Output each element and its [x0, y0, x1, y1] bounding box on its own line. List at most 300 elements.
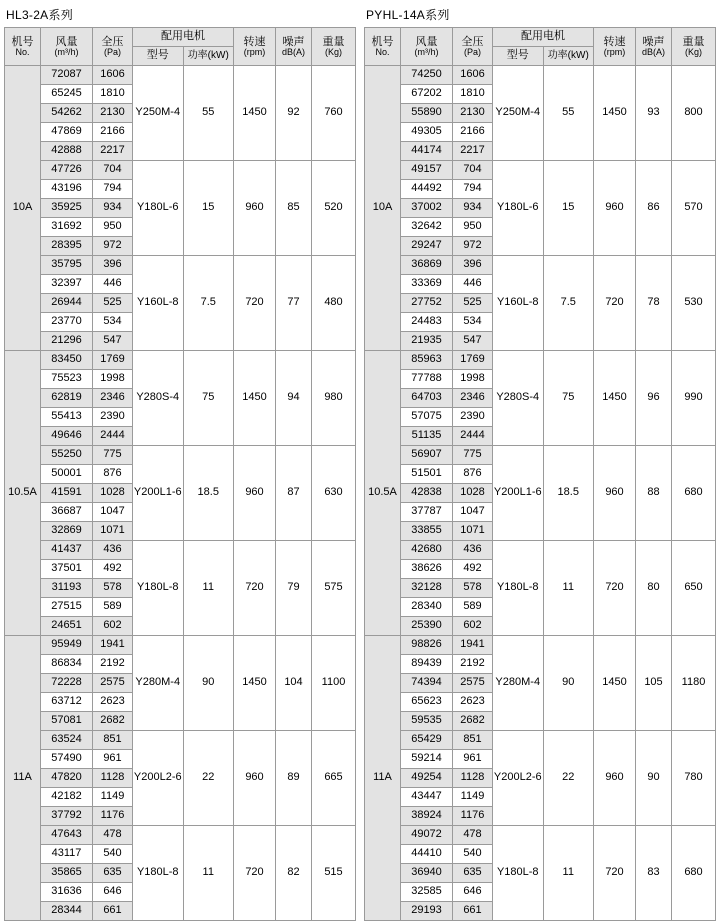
cell-flow: 63524	[41, 731, 93, 750]
table-row	[365, 351, 716, 370]
spec-table	[364, 27, 716, 921]
cell-noise: 92	[276, 66, 312, 161]
cell-flow: 49646	[41, 427, 93, 446]
cell-flow: 37787	[401, 503, 453, 522]
cell-machine-no: 10.5A	[365, 351, 401, 636]
cell-flow: 43447	[401, 788, 453, 807]
cell-rpm: 720	[594, 826, 636, 921]
cell-flow: 89439	[401, 655, 453, 674]
cell-flow: 33369	[401, 275, 453, 294]
cell-pressure: 396	[93, 256, 133, 275]
cell-pressure: 525	[93, 294, 133, 313]
cell-flow: 29247	[401, 237, 453, 256]
cell-motor-model: Y200L2-6	[493, 731, 544, 826]
cell-flow: 37002	[401, 199, 453, 218]
cell-pressure: 2346	[93, 389, 133, 408]
cell-weight: 780	[672, 731, 716, 826]
cell-pressure: 578	[453, 579, 493, 598]
cell-pressure: 1149	[453, 788, 493, 807]
cell-pressure: 547	[93, 332, 133, 351]
cell-noise: 83	[636, 826, 672, 921]
cell-motor-power: 55	[543, 66, 594, 161]
cell-weight: 570	[672, 161, 716, 256]
table-row	[5, 256, 356, 275]
header-rpm-unit: (rpm)	[603, 46, 626, 57]
cell-flow: 72228	[41, 674, 93, 693]
cell-motor-power: 22	[183, 731, 234, 826]
cell-weight: 680	[672, 446, 716, 541]
cell-pressure: 934	[93, 199, 133, 218]
header-weight-cn: 重量	[682, 35, 705, 48]
header-weight-unit: (Kg)	[684, 46, 702, 57]
cell-pressure: 704	[93, 161, 133, 180]
cell-flow: 72087	[41, 66, 93, 85]
cell-pressure: 646	[93, 883, 133, 902]
cell-pressure: 1769	[453, 351, 493, 370]
cell-flow: 65245	[41, 85, 93, 104]
cell-pressure: 876	[453, 465, 493, 484]
cell-noise: 94	[276, 351, 312, 446]
cell-weight: 480	[312, 256, 356, 351]
cell-flow: 49072	[401, 826, 453, 845]
cell-motor-power: 11	[543, 541, 594, 636]
cell-flow: 83450	[41, 351, 93, 370]
header-no-en: No.	[375, 46, 390, 57]
cell-pressure: 396	[453, 256, 493, 275]
table-title: PYHL-14A系列	[366, 8, 450, 22]
cell-pressure: 851	[93, 731, 133, 750]
cell-flow: 32397	[41, 275, 93, 294]
cell-flow: 35865	[41, 864, 93, 883]
cell-pressure: 1149	[93, 788, 133, 807]
header-no-en: No.	[15, 46, 30, 57]
cell-flow: 41591	[41, 484, 93, 503]
header-rpm-cn: 转速	[243, 35, 266, 48]
cell-flow: 85963	[401, 351, 453, 370]
cell-pressure: 446	[453, 275, 493, 294]
header-flow-unit: (m³/h)	[414, 46, 439, 57]
cell-flow: 55890	[401, 104, 453, 123]
cell-pressure: 1028	[453, 484, 493, 503]
cell-pressure: 492	[453, 560, 493, 579]
cell-motor-model: Y200L2-6	[133, 731, 184, 826]
cell-pressure: 950	[453, 218, 493, 237]
cell-weight: 515	[312, 826, 356, 921]
cell-flow: 25390	[401, 617, 453, 636]
table-body	[365, 66, 716, 921]
cell-pressure: 1128	[453, 769, 493, 788]
cell-flow: 36940	[401, 864, 453, 883]
header-flow	[41, 28, 93, 66]
cell-pressure: 961	[453, 750, 493, 769]
cell-pressure: 794	[453, 180, 493, 199]
cell-flow: 50001	[41, 465, 93, 484]
cell-flow: 95949	[41, 636, 93, 655]
cell-pressure: 1047	[93, 503, 133, 522]
cell-flow: 54262	[41, 104, 93, 123]
cell-noise: 80	[636, 541, 672, 636]
cell-flow: 59214	[401, 750, 453, 769]
cell-flow: 49305	[401, 123, 453, 142]
cell-motor-model: Y180L-6	[493, 161, 544, 256]
cell-pressure: 934	[453, 199, 493, 218]
table-block	[4, 4, 356, 921]
cell-pressure: 534	[93, 313, 133, 332]
cell-flow: 77788	[401, 370, 453, 389]
table-row	[5, 161, 356, 180]
cell-pressure: 547	[453, 332, 493, 351]
cell-flow: 38626	[401, 560, 453, 579]
cell-flow: 51501	[401, 465, 453, 484]
cell-weight: 1100	[312, 636, 356, 731]
cell-motor-model: Y280S-4	[493, 351, 544, 446]
table-row	[365, 256, 716, 275]
cell-motor-power: 18.5	[183, 446, 234, 541]
cell-motor-power: 11	[543, 826, 594, 921]
cell-motor-model: Y160L-8	[133, 256, 184, 351]
header-model: 型号	[493, 47, 544, 66]
cell-motor-power: 7.5	[543, 256, 594, 351]
cell-noise: 77	[276, 256, 312, 351]
cell-flow: 32869	[41, 522, 93, 541]
cell-pressure: 2444	[453, 427, 493, 446]
cell-pressure: 2623	[453, 693, 493, 712]
cell-pressure: 1028	[93, 484, 133, 503]
cell-flow: 37792	[41, 807, 93, 826]
header-model: 型号	[133, 47, 184, 66]
table-title: HL3-2A系列	[6, 8, 74, 22]
table-body	[5, 66, 356, 921]
cell-weight: 665	[312, 731, 356, 826]
cell-flow: 47726	[41, 161, 93, 180]
table-row	[365, 636, 716, 655]
cell-rpm: 1450	[234, 66, 276, 161]
table-row	[365, 446, 716, 465]
cell-rpm: 960	[594, 731, 636, 826]
cell-rpm: 720	[594, 256, 636, 351]
header-pressure-unit: (Pa)	[103, 46, 121, 57]
cell-flow: 27752	[401, 294, 453, 313]
cell-pressure: 1128	[93, 769, 133, 788]
cell-flow: 65623	[401, 693, 453, 712]
header-flow	[401, 28, 453, 66]
header-noise	[636, 28, 672, 66]
cell-flow: 98826	[401, 636, 453, 655]
cell-flow: 74250	[401, 66, 453, 85]
header-pressure	[453, 28, 493, 66]
cell-weight: 800	[672, 66, 716, 161]
cell-pressure: 646	[453, 883, 493, 902]
header-no	[365, 28, 401, 66]
cell-noise: 88	[636, 446, 672, 541]
cell-flow: 28395	[41, 237, 93, 256]
cell-flow: 65429	[401, 731, 453, 750]
cell-pressure: 534	[453, 313, 493, 332]
cell-pressure: 661	[453, 902, 493, 921]
cell-pressure: 2390	[93, 408, 133, 427]
header-no-cn: 机号	[371, 35, 394, 48]
cell-pressure: 589	[453, 598, 493, 617]
cell-rpm: 1450	[234, 351, 276, 446]
cell-rpm: 1450	[594, 66, 636, 161]
table-row	[5, 636, 356, 655]
header-power: 功率(kW)	[183, 47, 234, 66]
header-row-1	[5, 28, 356, 47]
header-noise	[276, 28, 312, 66]
cell-flow: 86834	[41, 655, 93, 674]
cell-rpm: 960	[594, 446, 636, 541]
cell-motor-power: 90	[183, 636, 234, 731]
cell-pressure: 635	[453, 864, 493, 883]
cell-flow: 55250	[41, 446, 93, 465]
table-row	[5, 731, 356, 750]
cell-flow: 31692	[41, 218, 93, 237]
cell-flow: 32585	[401, 883, 453, 902]
cell-flow: 28344	[41, 902, 93, 921]
cell-flow: 42838	[401, 484, 453, 503]
cell-pressure: 775	[93, 446, 133, 465]
header-pressure	[93, 28, 133, 66]
cell-pressure: 602	[93, 617, 133, 636]
header-rpm	[234, 28, 276, 66]
cell-rpm: 720	[234, 541, 276, 636]
cell-pressure: 961	[93, 750, 133, 769]
cell-noise: 89	[276, 731, 312, 826]
cell-weight: 530	[672, 256, 716, 351]
header-flow-unit: (m³/h)	[54, 46, 79, 57]
cell-flow: 32128	[401, 579, 453, 598]
cell-flow: 27515	[41, 598, 93, 617]
cell-flow: 26944	[41, 294, 93, 313]
cell-motor-power: 7.5	[183, 256, 234, 351]
cell-pressure: 2682	[93, 712, 133, 731]
cell-flow: 28340	[401, 598, 453, 617]
cell-motor-model: Y280M-4	[133, 636, 184, 731]
cell-pressure: 2192	[453, 655, 493, 674]
cell-pressure: 1769	[93, 351, 133, 370]
cell-flow: 67202	[401, 85, 453, 104]
cell-weight: 980	[312, 351, 356, 446]
cell-weight: 1180	[672, 636, 716, 731]
cell-flow: 44174	[401, 142, 453, 161]
cell-pressure: 1941	[93, 636, 133, 655]
cell-pressure: 2130	[453, 104, 493, 123]
cell-rpm: 960	[234, 161, 276, 256]
cell-flow: 42680	[401, 541, 453, 560]
table-row	[365, 66, 716, 85]
cell-rpm: 960	[594, 161, 636, 256]
cell-motor-power: 15	[543, 161, 594, 256]
cell-rpm: 960	[234, 731, 276, 826]
cell-pressure: 478	[93, 826, 133, 845]
cell-machine-no: 11A	[365, 636, 401, 921]
cell-machine-no: 10A	[5, 66, 41, 351]
cell-flow: 62819	[41, 389, 93, 408]
cell-motor-model: Y200L1-6	[493, 446, 544, 541]
cell-flow: 24483	[401, 313, 453, 332]
cell-motor-model: Y250M-4	[493, 66, 544, 161]
cell-pressure: 478	[453, 826, 493, 845]
header-flow-cn: 风量	[55, 35, 78, 48]
cell-flow: 74394	[401, 674, 453, 693]
cell-motor-model: Y180L-8	[133, 541, 184, 636]
cell-pressure: 950	[93, 218, 133, 237]
header-rpm-cn: 转速	[603, 35, 626, 48]
cell-flow: 38924	[401, 807, 453, 826]
cell-weight: 520	[312, 161, 356, 256]
cell-pressure: 1176	[93, 807, 133, 826]
cell-motor-model: Y180L-8	[133, 826, 184, 921]
cell-pressure: 635	[93, 864, 133, 883]
table-header	[5, 28, 356, 66]
cell-pressure: 2390	[453, 408, 493, 427]
header-no-cn: 机号	[11, 35, 34, 48]
cell-rpm: 1450	[234, 636, 276, 731]
cell-pressure: 851	[453, 731, 493, 750]
cell-flow: 49157	[401, 161, 453, 180]
cell-motor-model: Y280M-4	[493, 636, 544, 731]
cell-flow: 44492	[401, 180, 453, 199]
cell-flow: 42888	[41, 142, 93, 161]
cell-pressure: 2217	[453, 142, 493, 161]
cell-flow: 37501	[41, 560, 93, 579]
cell-rpm: 720	[594, 541, 636, 636]
header-noise-unit: dB(A)	[641, 46, 665, 57]
cell-pressure: 540	[93, 845, 133, 864]
cell-pressure: 2575	[453, 674, 493, 693]
cell-rpm: 960	[234, 446, 276, 541]
cell-noise: 105	[636, 636, 672, 731]
cell-flow: 47820	[41, 769, 93, 788]
cell-machine-no: 10.5A	[5, 351, 41, 636]
cell-rpm: 720	[234, 256, 276, 351]
cell-motor-power: 11	[183, 826, 234, 921]
cell-pressure: 876	[93, 465, 133, 484]
cell-pressure: 540	[453, 845, 493, 864]
cell-flow: 23770	[41, 313, 93, 332]
cell-pressure: 1176	[453, 807, 493, 826]
cell-flow: 55413	[41, 408, 93, 427]
cell-pressure: 2575	[93, 674, 133, 693]
header-motor: 配用电机	[493, 28, 594, 47]
table-row	[365, 541, 716, 560]
cell-flow: 75523	[41, 370, 93, 389]
cell-flow: 56907	[401, 446, 453, 465]
cell-pressure: 602	[453, 617, 493, 636]
header-power: 功率(kW)	[543, 47, 594, 66]
cell-flow: 64703	[401, 389, 453, 408]
cell-pressure: 2444	[93, 427, 133, 446]
cell-pressure: 972	[93, 237, 133, 256]
header-rpm	[594, 28, 636, 66]
cell-noise: 86	[636, 161, 672, 256]
header-noise-cn: 噪声	[282, 35, 305, 48]
cell-noise: 79	[276, 541, 312, 636]
table-block	[364, 4, 716, 921]
cell-flow: 51135	[401, 427, 453, 446]
cell-flow: 24651	[41, 617, 93, 636]
cell-flow: 43196	[41, 180, 93, 199]
cell-pressure: 2166	[93, 123, 133, 142]
cell-motor-power: 90	[543, 636, 594, 731]
cell-pressure: 1810	[453, 85, 493, 104]
cell-pressure: 1606	[453, 66, 493, 85]
cell-pressure: 1071	[453, 522, 493, 541]
cell-pressure: 1810	[93, 85, 133, 104]
cell-motor-model: Y180L-8	[493, 541, 544, 636]
cell-pressure: 2130	[93, 104, 133, 123]
cell-flow: 44410	[401, 845, 453, 864]
cell-noise: 93	[636, 66, 672, 161]
cell-flow: 32642	[401, 218, 453, 237]
table-row	[365, 731, 716, 750]
cell-pressure: 1071	[93, 522, 133, 541]
cell-flow: 41437	[41, 541, 93, 560]
cell-flow: 47869	[41, 123, 93, 142]
cell-motor-power: 22	[543, 731, 594, 826]
cell-pressure: 1606	[93, 66, 133, 85]
cell-flow: 57081	[41, 712, 93, 731]
cell-pressure: 661	[93, 902, 133, 921]
cell-pressure: 2346	[453, 389, 493, 408]
cell-noise: 96	[636, 351, 672, 446]
table-row	[5, 541, 356, 560]
cell-pressure: 775	[453, 446, 493, 465]
cell-machine-no: 10A	[365, 66, 401, 351]
table-row	[365, 161, 716, 180]
cell-flow: 31636	[41, 883, 93, 902]
cell-pressure: 436	[453, 541, 493, 560]
cell-motor-model: Y200L1-6	[133, 446, 184, 541]
cell-motor-power: 11	[183, 541, 234, 636]
spec-table	[4, 27, 356, 921]
cell-flow: 63712	[41, 693, 93, 712]
header-no	[5, 28, 41, 66]
header-pressure-unit: (Pa)	[463, 46, 481, 57]
cell-flow: 43117	[41, 845, 93, 864]
cell-pressure: 1998	[93, 370, 133, 389]
cell-noise: 87	[276, 446, 312, 541]
cell-flow: 36687	[41, 503, 93, 522]
header-weight	[672, 28, 716, 66]
cell-flow: 21935	[401, 332, 453, 351]
cell-motor-model: Y180L-8	[493, 826, 544, 921]
header-motor: 配用电机	[133, 28, 234, 47]
cell-flow: 59535	[401, 712, 453, 731]
cell-pressure: 589	[93, 598, 133, 617]
cell-motor-model: Y160L-8	[493, 256, 544, 351]
cell-noise: 90	[636, 731, 672, 826]
cell-pressure: 1998	[453, 370, 493, 389]
cell-flow: 35795	[41, 256, 93, 275]
cell-flow: 57490	[41, 750, 93, 769]
header-noise-cn: 噪声	[642, 35, 665, 48]
cell-motor-power: 75	[543, 351, 594, 446]
cell-weight: 990	[672, 351, 716, 446]
header-weight-cn: 重量	[322, 35, 345, 48]
table-row	[5, 66, 356, 85]
cell-weight: 630	[312, 446, 356, 541]
header-weight	[312, 28, 356, 66]
cell-flow: 31193	[41, 579, 93, 598]
cell-weight: 575	[312, 541, 356, 636]
cell-rpm: 1450	[594, 351, 636, 446]
cell-noise: 82	[276, 826, 312, 921]
header-flow-cn: 风量	[415, 35, 438, 48]
table-row	[5, 826, 356, 845]
cell-pressure: 578	[93, 579, 133, 598]
cell-pressure: 704	[453, 161, 493, 180]
